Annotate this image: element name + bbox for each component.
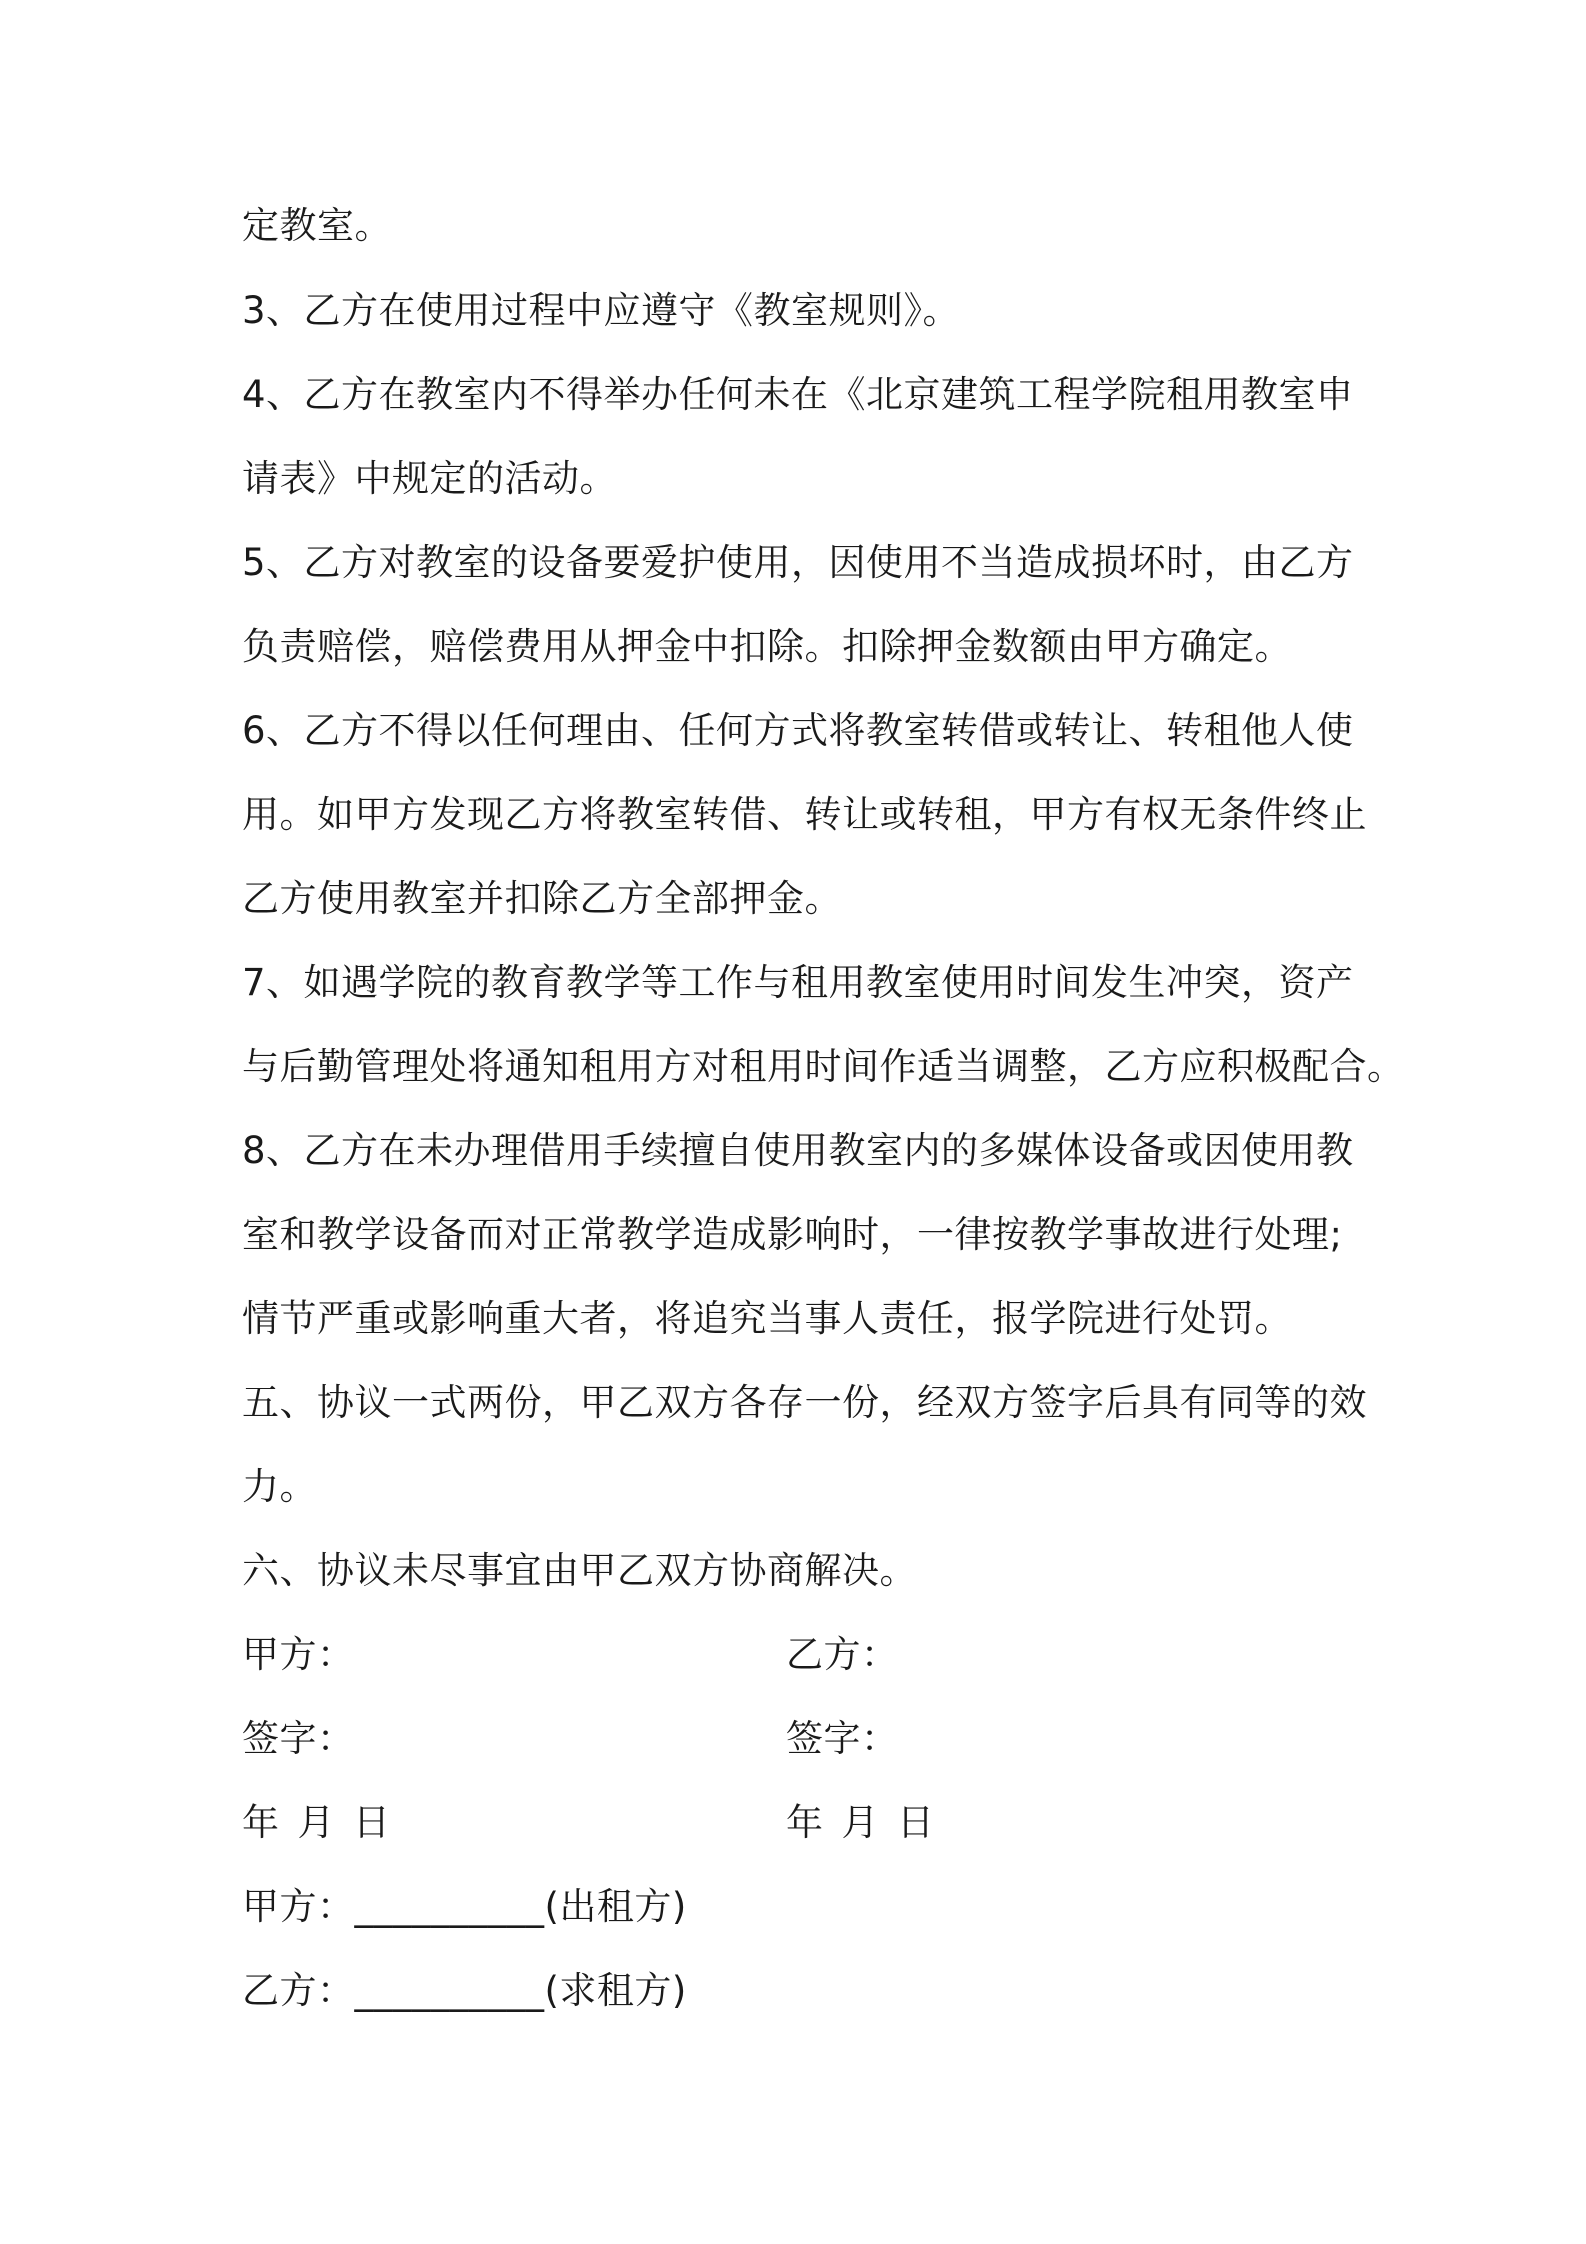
party-a-date bbox=[242, 1799, 391, 1847]
paragraph-line: 6、乙方不得以任何理由、任何方式将教室转借或转让、转租他人使 bbox=[242, 709, 1354, 752]
lessor-line: 甲方：__________(出租方) bbox=[242, 1885, 687, 1928]
date-month: 月 bbox=[841, 1801, 879, 1844]
date-month: 月 bbox=[297, 1801, 335, 1844]
paragraph-line: 与后勤管理处将通知租用方对租用时间作适当调整，乙方应积极配合。 bbox=[242, 1045, 1405, 1088]
paragraph-line: 六、协议未尽事宜由甲乙双方协商解决。 bbox=[242, 1549, 917, 1592]
party-b-date bbox=[786, 1799, 935, 1847]
party-b-signature-label: 签字： bbox=[786, 1717, 899, 1760]
party-b-label: 乙方： bbox=[786, 1633, 899, 1676]
paragraph-line: 8、乙方在未办理借用手续擅自使用教室内的多媒体设备或因使用教 bbox=[242, 1129, 1354, 1172]
paragraph-line: 负责赔偿，赔偿费用从押金中扣除。扣除押金数额由甲方确定。 bbox=[242, 625, 1292, 668]
paragraph-line: 请表》中规定的活动。 bbox=[242, 457, 617, 500]
paragraph-line: 室和教学设备而对正常教学造成影响时，一律按教学事故进行处理; bbox=[242, 1213, 1343, 1256]
paragraph-line: 情节严重或影响重大者，将追究当事人责任，报学院进行处罚。 bbox=[242, 1297, 1292, 1340]
paragraph-line: 7、如遇学院的教育教学等工作与租用教室使用时间发生冲突，资产 bbox=[242, 961, 1354, 1004]
paragraph-line: 乙方使用教室并扣除乙方全部押金。 bbox=[242, 877, 842, 920]
date-day: 日 bbox=[897, 1801, 935, 1844]
party-a-signature-label: 签字： bbox=[242, 1717, 355, 1760]
paragraph-line: 力。 bbox=[242, 1465, 317, 1508]
date-year: 年 bbox=[786, 1801, 824, 1844]
party-a-label: 甲方： bbox=[242, 1633, 355, 1676]
date-year: 年 bbox=[242, 1801, 280, 1844]
date-day: 日 bbox=[353, 1801, 391, 1844]
paragraph-line: 3、乙方在使用过程中应遵守《教室规则》。 bbox=[242, 289, 961, 332]
paragraph-line: 五、协议一式两份，甲乙双方各存一份，经双方签字后具有同等的效 bbox=[242, 1381, 1367, 1424]
paragraph-line: 定教室。 bbox=[242, 204, 392, 247]
paragraph-line: 5、乙方对教室的设备要爱护使用，因使用不当造成损坏时，由乙方 bbox=[242, 541, 1354, 584]
lessee-line: 乙方：__________(求租方) bbox=[242, 1969, 687, 2012]
paragraph-line: 用。如甲方发现乙方将教室转借、转让或转租，甲方有权无条件终止 bbox=[242, 793, 1367, 836]
paragraph-line: 4、乙方在教室内不得举办任何未在《北京建筑工程学院租用教室申 bbox=[242, 373, 1354, 416]
